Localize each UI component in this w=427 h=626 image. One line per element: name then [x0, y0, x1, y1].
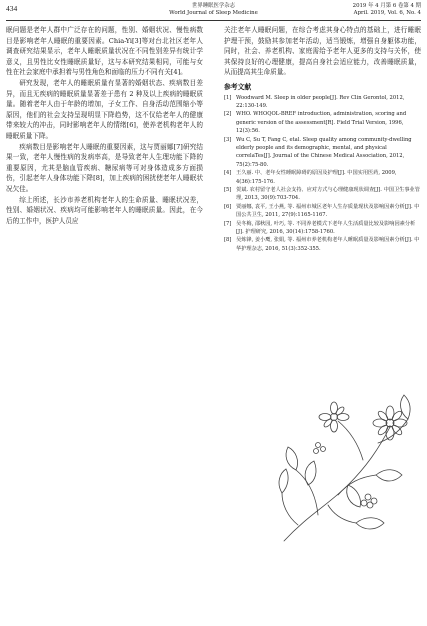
reference-list: [224, 94, 421, 254]
reference-number: [8]: [224, 237, 232, 244]
references-heading: 参考文献: [224, 82, 252, 91]
reference-number: [2]: [224, 111, 232, 118]
paragraph: 综上所述，长沙市养老机构老年人的生命质量、睡眠状况差，性别、婚姻状况、疾病均可能影响老年人的睡眠质量。因此，在今后的工作中，医护人员应: [6, 195, 203, 225]
journal-name-cn: 世界睡眠医学杂志: [191, 3, 236, 9]
reference-item: [224, 169, 421, 186]
reference-text: 吴炼锋, 姜小鹰, 张娟, 等. 福州市养老机构老年人睡眠质量及影响因素分析[J]. 中华护理杂志, 2016, 51(3):352-355.: [236, 237, 420, 252]
reference-text: 吴冬梅, 邵秋园, 叶巧, 等. 不同养老模式下老年人生活质量比较及影响因素分析[J]. 护理研究, 2016, 30(14):1758-1760.: [236, 220, 416, 236]
page-header: [6, 4, 421, 21]
reference-item: [224, 110, 421, 135]
journal-name-en: World Journal of Sleep Medicine: [169, 10, 258, 16]
reference-number: [6]: [224, 203, 232, 210]
reference-text: WHO. WHOQOL-BREF introduction, administration, scoring and generic version of the assessment[R]. Field Trial Version, 1996, 12(3):56.: [236, 111, 407, 135]
reference-item: [224, 236, 421, 253]
reference-number: [7]: [224, 220, 232, 227]
issue-cn: 2019 年 4 月第 6 卷第 4 期: [352, 3, 421, 9]
paragraph: 疾病数目是影响老年人睡眠的重要因素，这与贾丽娜[7]研究结果一致，老年人慢性病的发病率高，是导致老年人生理功能下降的重要原因，尤其是脑血管疾病、糖尿病等可对身体造成多方面损伤，引起老年人身体功能下降[8]，加上疾病的困扰使老年人睡眠状况欠佳。: [6, 142, 203, 193]
reference-text: 贾丽娜, 袁平, 王小燕, 等. 福州市城区老年人生存质量现状及影响因素分析[J]. 中国公共卫生, 2011, 27(9):1165-1167.: [236, 203, 420, 219]
paragraph: 关注老年人睡眠问题，在综合考虑其身心特点的基础上，进行睡眠护理干预，鼓励其参加老年活动，适当锻炼，增强自身躯体功能，同时，社会、养老机构、家庭需给予老年人更多的支持与关怀，使其保持良好的心理健康，提高自身社会适应能力，改善睡眠质量，从而提高其生命质量。: [224, 26, 421, 77]
leaf-icon: [279, 395, 410, 529]
reference-number: [3]: [224, 136, 232, 143]
reference-text: 王久丽. 中、老年女性睡眠障碍的原因及护理[J]. 中国实用医药, 2009, 4(36):175-176.: [236, 170, 397, 185]
reference-text: 贺斌. 农村留守老人社会支持、应对方式与心理健康现状调查[J]. 中国卫生事业管理, 2013, 30(9):703-704.: [236, 187, 420, 202]
issue-info: [353, 3, 421, 17]
reference-item: [224, 203, 421, 220]
reference-item: [224, 186, 421, 203]
reference-item: [224, 94, 421, 111]
reference-number: [5]: [224, 187, 232, 194]
floral-illustration: [278, 365, 416, 545]
reference-number: [1]: [224, 94, 232, 101]
reference-text: Woodward M. Sleep in older people[J]. Rev Clin Gerontol, 2012, 22:130-149.: [236, 94, 405, 109]
reference-item: [224, 220, 421, 237]
paragraph: 研究发现，老年人的睡眠质量有显著的婚姻状态、疾病数目差异，而且无疾病的睡眠质量显著差于患有 2 种及以上疾病的睡眠质量。随着老年人由于年龄的增加，子女工作、自身活动范围缩小等原因，他们的社会支持呈现明显下降趋势，这不仅给老年人的健康带来较大的冲击，同时影响老年人的情绪[6]，使养老机构老年人的睡眠质量下降。: [6, 78, 203, 140]
paragraph: 眠问题是老年人群中广泛存在的问题，性别、婚姻状况、慢性病数目是影响老年人睡眠的重要因素。Chia-Yi[3]等对台北社区老年人调查研究结果显示，老年人睡眠质量状况在不同性别差异有统计学意义，且男性比女性睡眠质量好，这与本研究结果相同，可能与女性在社会家庭中承担着与男性角色和面临的压力不同有关[4]。: [6, 26, 203, 77]
right-column: [224, 25, 421, 253]
issue-en: April. 2019, Vol. 6, No. 4: [353, 10, 421, 16]
page-number: 434: [6, 4, 18, 13]
berry-cluster-icon: [314, 443, 378, 509]
reference-item: [224, 136, 421, 170]
reference-number: [4]: [224, 170, 232, 177]
reference-text: Wu C, Su T, Fang C, etal. Sleep quality among community-dwelling elderly people and its demographic, mental, and physical correlaTes[J]. Journal of the Chinese Medical Association, 2012, 75(2):75-80.: [236, 136, 412, 168]
left-column: [6, 25, 203, 226]
